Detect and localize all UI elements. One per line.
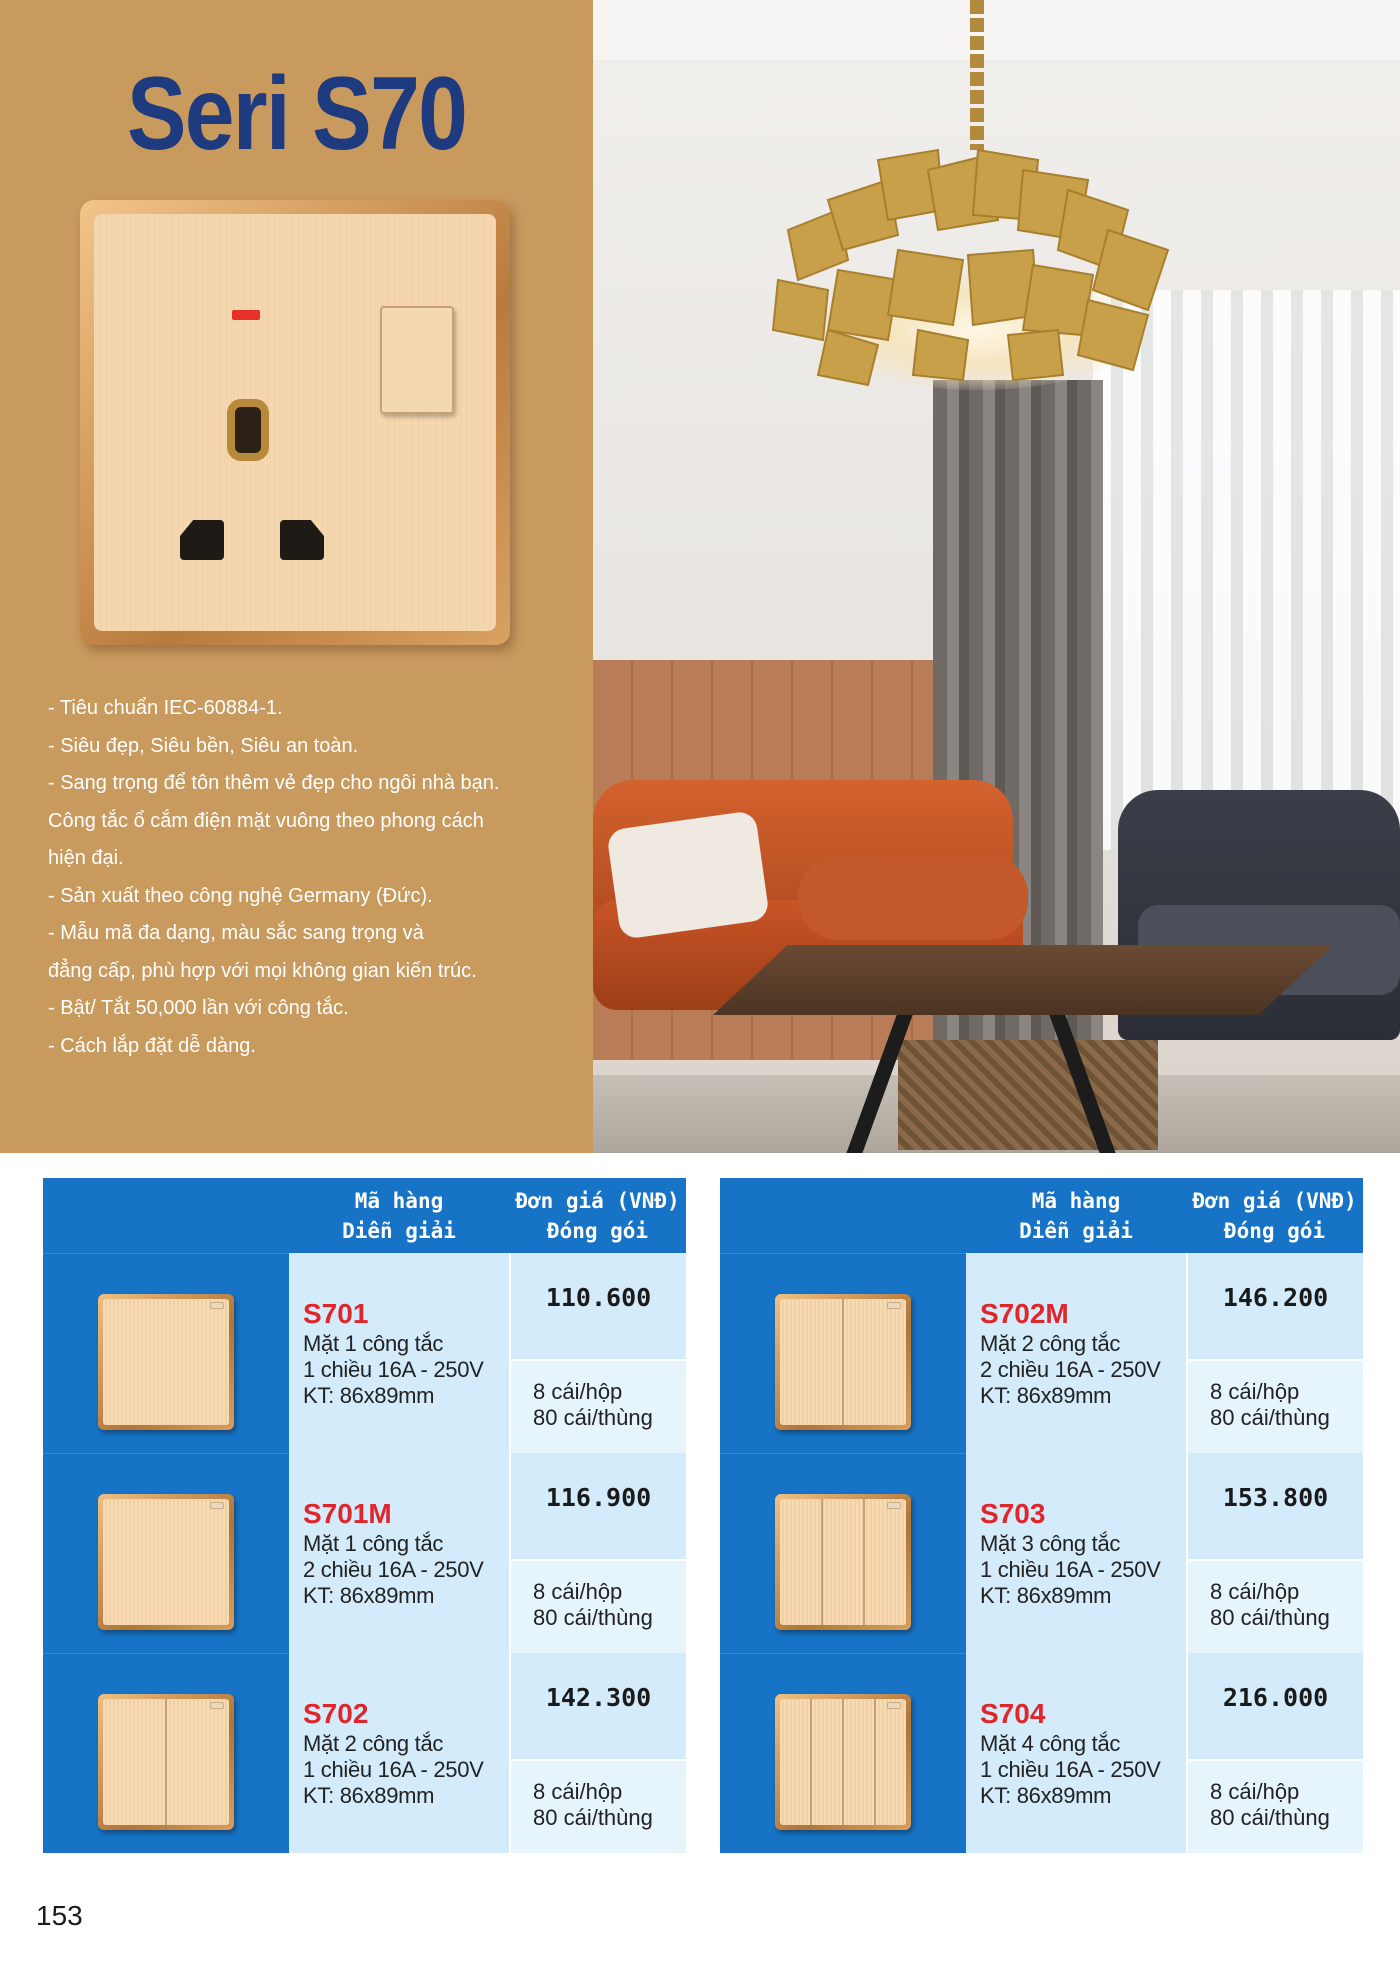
header-code-label: Mã hàng [1031,1189,1121,1213]
intro-panel [0,0,593,1153]
product-code: S702M [980,1298,1069,1329]
header-code-label: Mã hàng [354,1189,444,1213]
hero-socket-image [80,200,510,645]
product-spec: 1 chiều 16A - 250V [980,1557,1161,1582]
product-packing [509,1759,686,1853]
header-code [966,1178,1186,1253]
switch-key [865,1499,906,1625]
feature-line: Công tắc ổ cắm điện mặt vuông theo phong cách [48,809,484,832]
product-code: S704 [980,1698,1046,1729]
header-desc-label: Diễn giải [342,1219,456,1243]
product-desc-cell [289,1253,509,1453]
product-packing [509,1359,686,1453]
product-desc-cell [289,1453,509,1653]
pillow [606,810,770,940]
product-spec: 1 chiều 16A - 250V [303,1357,484,1382]
product-image-cell [43,1453,289,1653]
product-price: 146.200 [1186,1253,1363,1359]
switch-3-gang-icon [775,1494,911,1630]
product-code: S703 [980,1498,1046,1529]
feature-line: - Tiêu chuẩn IEC-60884-1. [48,697,283,719]
feature-line: - Mẫu mã đa dạng, màu sắc sang trọng và [48,922,424,944]
switch-4-gang-icon [775,1694,911,1830]
series-title: Seri S70 [126,56,467,172]
switch-key [812,1699,844,1825]
pack-box: 8 cái/hộp [533,1579,623,1604]
product-code: S701 [303,1298,369,1329]
header-image-cell [720,1178,966,1253]
product-price: 153.800 [1186,1453,1363,1559]
switch-key [844,1299,906,1425]
product-packing [1186,1559,1363,1653]
switch-2-gang-icon [775,1294,911,1430]
switch-key [103,1299,229,1425]
switch-key [167,1699,229,1825]
product-desc: Mặt 1 công tắc [303,1331,444,1356]
switch-key [780,1299,844,1425]
feature-line: - Sản xuất theo công nghệ Germany (Đức). [48,884,433,907]
feature-line: - Cách lắp đặt dễ dàng. [48,1034,256,1057]
product-image-cell [720,1253,966,1453]
product-price: 110.600 [509,1253,686,1359]
product-desc-cell [966,1253,1186,1453]
plug-hole-left-icon [180,520,224,560]
product-desc: Mặt 1 công tắc [303,1531,444,1556]
pack-carton: 80 cái/thùng [1210,1605,1330,1630]
wicker-basket [898,1040,1158,1150]
earth-hole-icon [227,399,269,461]
sofa-bolster [798,855,1028,940]
product-spec: 1 chiều 16A - 250V [303,1757,484,1782]
table-row [43,1653,686,1853]
product-size: KT: 86x89mm [980,1383,1112,1408]
switch-key [780,1699,812,1825]
switch-1-gang-icon [98,1294,234,1430]
table-row [720,1253,1363,1453]
product-desc: Mặt 4 công tắc [980,1731,1121,1756]
socket-face [94,214,496,631]
pack-carton: 80 cái/thùng [1210,1805,1330,1830]
switch-key [876,1699,906,1825]
product-image-cell [43,1653,289,1853]
pack-box: 8 cái/hộp [533,1779,623,1804]
pack-carton: 80 cái/thùng [533,1605,653,1630]
pack-box: 8 cái/hộp [1210,1779,1300,1804]
rocker-switch-icon [380,306,454,414]
header-price [509,1178,686,1253]
product-packing [509,1559,686,1653]
page-number: 153 [36,1900,83,1931]
chandelier-chain [970,0,984,150]
pack-carton: 80 cái/thùng [1210,1405,1330,1430]
product-table-right [720,1178,1363,1863]
header-desc-label: Diễn giải [1019,1219,1133,1243]
table-row [720,1653,1363,1853]
switch-key [844,1699,876,1825]
header-price [1186,1178,1363,1253]
product-size: KT: 86x89mm [303,1783,435,1808]
chandelier-icon [768,140,1188,390]
pack-carton: 80 cái/thùng [533,1805,653,1830]
table-row [43,1253,686,1453]
product-size: KT: 86x89mm [980,1583,1112,1608]
product-spec: 2 chiều 16A - 250V [980,1357,1161,1382]
switch-key [780,1499,823,1625]
table-row [720,1453,1363,1653]
switch-key [103,1699,167,1825]
product-price: 216.000 [1186,1653,1363,1759]
feature-line: hiện đại. [48,847,124,869]
product-packing [1186,1359,1363,1453]
switch-2-gang-icon [98,1694,234,1830]
switch-key [103,1499,229,1625]
living-room-photo [593,0,1400,1153]
product-code: S701M [303,1498,392,1529]
feature-line: - Bật/ Tắt 50,000 lần với công tắc. [48,997,349,1019]
product-desc: Mặt 2 công tắc [303,1731,444,1756]
pack-carton: 80 cái/thùng [533,1405,653,1430]
pack-box: 8 cái/hộp [1210,1379,1300,1404]
product-desc: Mặt 2 công tắc [980,1331,1121,1356]
product-size: KT: 86x89mm [303,1583,435,1608]
feature-line: - Sang trọng để tôn thêm vẻ đẹp cho ngôi nhà bạn. [48,772,500,794]
switch-1-gang-icon [98,1494,234,1630]
product-price: 142.300 [509,1653,686,1759]
product-desc-cell [966,1453,1186,1653]
header-price-label: Đơn giá (VNĐ) [515,1189,680,1213]
product-spec: 1 chiều 16A - 250V [980,1757,1161,1782]
product-desc-cell [289,1653,509,1853]
product-size: KT: 86x89mm [303,1383,435,1408]
product-price: 116.900 [509,1453,686,1559]
product-image-cell [43,1253,289,1453]
ceiling [593,0,1400,60]
indicator-led-icon [232,310,260,320]
pack-box: 8 cái/hộp [1210,1579,1300,1604]
header-price-label: Đơn giá (VNĐ) [1192,1189,1357,1213]
product-image-cell [720,1653,966,1853]
plug-hole-right-icon [280,520,324,560]
coffee-table [713,945,1333,1015]
header-pack-label: Đóng gói [546,1219,649,1243]
product-image-cell [720,1453,966,1653]
feature-line: đẳng cấp, phù hợp với mọi không gian kiến trúc. [48,959,477,982]
product-spec: 2 chiều 16A - 250V [303,1557,484,1582]
header-code [289,1178,509,1253]
pack-box: 8 cái/hộp [533,1379,623,1404]
feature-list [48,690,568,1065]
header-pack-label: Đóng gói [1223,1219,1326,1243]
switch-key [823,1499,866,1625]
product-code: S702 [303,1698,369,1729]
table-row [43,1453,686,1653]
product-desc: Mặt 3 công tắc [980,1531,1121,1556]
feature-line: - Siêu đẹp, Siêu bền, Siêu an toàn. [48,734,359,757]
product-table-left [43,1178,686,1863]
header-image-cell [43,1178,289,1253]
product-packing [1186,1759,1363,1853]
product-size: KT: 86x89mm [980,1783,1112,1808]
product-desc-cell [966,1653,1186,1853]
